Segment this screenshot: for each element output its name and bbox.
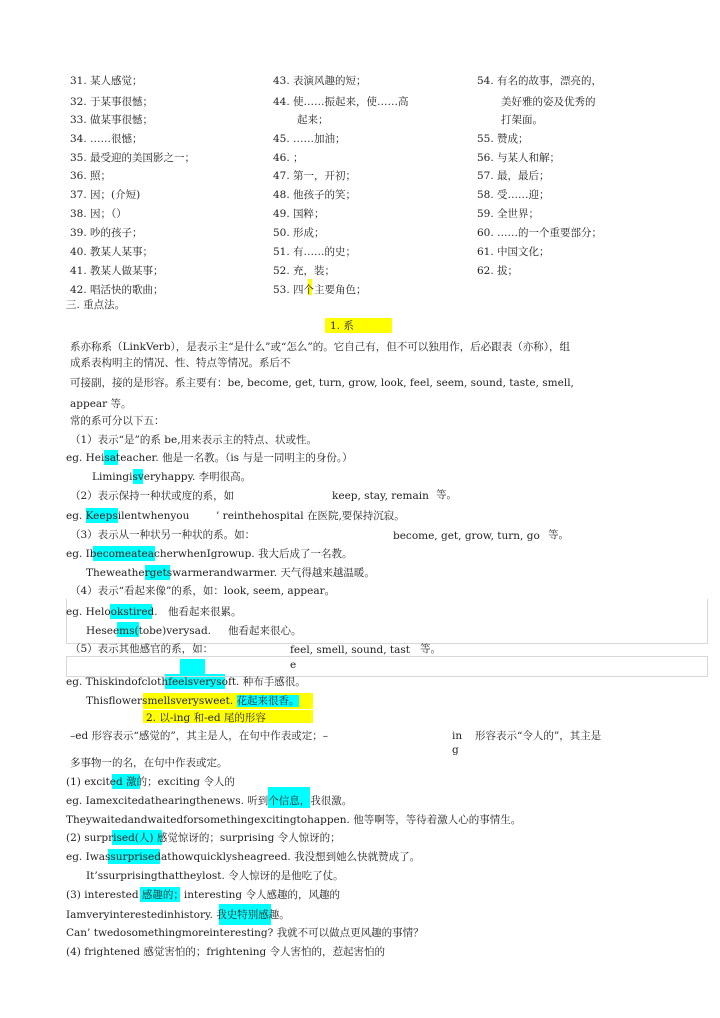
vocab-item: 45. ……加油； xyxy=(273,133,346,145)
vocab-item: 54. 有名的故事，漂亮的， xyxy=(477,75,603,87)
vocab-item: 41. 教某人做某事； xyxy=(70,265,164,277)
heading-link-verb: 1. 系 xyxy=(330,320,354,332)
rule-item: （2）表示保持一种状或度的系，如 xyxy=(70,490,235,502)
example-translation: 他看起来很累。 xyxy=(168,606,242,618)
vocab-item: 59. 全世界； xyxy=(477,208,540,220)
example-sentence: eg. Keepsilentwhenyou xyxy=(66,510,190,522)
vocab-item: 美好雅的姿及优秀的 xyxy=(501,96,596,108)
vocab-item: 打架面。 xyxy=(501,114,543,126)
paragraph: appear 等。 xyxy=(70,398,132,410)
paragraph: 形容表示“令人的”，其主是 xyxy=(475,730,602,742)
example-sentence: eg. Thiskindofclothfeelsverysoft. 种布手感很。 xyxy=(66,676,306,688)
adjective-pair: (1) excited 激的；exciting 令人的 xyxy=(66,776,235,788)
paragraph-fragment: in xyxy=(452,730,463,742)
example-sentence: Thisflowersmellsverysweet. 花起来很香。 xyxy=(86,695,300,707)
adjective-pair: (3) interested 感趣的；interesting 令人感趣的，风趣的 xyxy=(66,889,340,901)
vocab-item: 35. 最受迎的美国影之一； xyxy=(70,152,196,164)
rule-item: （3）表示从一种状另一种状的系。如： xyxy=(70,529,256,541)
example-sentence: eg. Helookstired. xyxy=(66,606,158,618)
vocab-item: 42. 唱活快的歌曲； xyxy=(70,284,164,296)
vocab-item: 起来； xyxy=(297,114,329,126)
vocab-item: 53. 四个主要角色； xyxy=(273,284,367,296)
verb-list: keep, stay, remain xyxy=(332,490,429,502)
example-frame xyxy=(66,656,708,677)
adjective-pair: (2) surprised(人) 感觉惊讶的；surprising 令人惊讶的； xyxy=(66,832,341,844)
vocab-item: 38. 因；（） xyxy=(70,208,127,220)
rule-item-suffix: 等。 xyxy=(548,529,569,541)
example-sentence: ’ reinthehospital 在医院,要保持沉寂。 xyxy=(216,510,405,522)
vocab-item: 50. 形成； xyxy=(273,227,325,239)
vocab-item: 31. 某人感觉； xyxy=(70,75,143,87)
vocab-item: 56. 与某人和解； xyxy=(477,152,561,164)
rule-item-suffix: 等。 xyxy=(436,489,457,501)
vocab-item: 32. 于某事很憾； xyxy=(70,96,154,108)
vocab-item: 43. 表演风趣的短； xyxy=(273,75,367,87)
example-translation: 他看起来很心。 xyxy=(228,625,302,637)
vocab-item: 44. 使……振起来，使……高 xyxy=(273,96,409,108)
rule-item-suffix: 等。 xyxy=(420,643,441,655)
paragraph: 常的系可分以下五： xyxy=(70,415,165,427)
paragraph: –ed 形容表示“感觉的”，其主是人，在句中作表或定；– xyxy=(70,730,329,742)
vocab-item: 39. 吵的孩子； xyxy=(70,227,143,239)
vocab-item: 58. 受……迎； xyxy=(477,189,550,201)
adjective-pair: (4) frightened 感觉害怕的；frightening 令人害怕的，惹起害怕的 xyxy=(66,946,386,958)
paragraph: 成系表构明主的情况、性、特点等情况。系后不 xyxy=(70,357,291,369)
vocab-item: 37. 因；(介短) xyxy=(70,189,141,201)
vocab-item: 49. 国粹； xyxy=(273,208,325,220)
verb-list-wrap: e xyxy=(290,659,297,671)
verb-list: feel, smell, sound, tast xyxy=(290,644,411,656)
heading-adjectives: 2. 以-ing 和-ed 尾的形容 xyxy=(146,712,266,724)
example-sentence: eg. Iwassurprisedathowquicklysheagreed. 我没想到她么快就赞成了。 xyxy=(66,851,421,863)
vocab-item: 40. 教某人某事； xyxy=(70,246,154,258)
vocab-item: 55. 赞成； xyxy=(477,133,529,145)
vocab-item: 60. ……的一个重要部分； xyxy=(477,227,603,239)
paragraph-fragment: g xyxy=(452,744,459,756)
rule-item: （4）表示“看起来像”的系，如：look, seem, appear。 xyxy=(70,585,336,597)
example-sentence: eg. IbecomeateacherwhenIgrowup. 我大后成了一名教。 xyxy=(66,548,353,560)
example-sentence: Limingisveryhappy. 李明很高。 xyxy=(92,471,252,483)
vocab-item: 46. ； xyxy=(273,152,304,164)
vocab-item: 36. 照； xyxy=(70,170,112,182)
paragraph: 可接副，接的是形容。系主要有：be, become, get, turn, grow, look, feel, seem, sound, taste, smell, xyxy=(70,377,574,389)
vocab-item: 33. 做某事很憾； xyxy=(70,114,154,126)
rule-item: （5）表示其他感官的系，如： xyxy=(70,643,214,655)
example-sentence: It’ssurprisingthattheylost. 令人惊讶的是他吃了仗。 xyxy=(86,870,344,882)
vocab-item: 47. 第一，开初； xyxy=(273,170,357,182)
paragraph: 系亦称系（LinkVerb），是表示主“是什么”或“怎么”的。它自己有，但不可以独用作，后必跟表（亦称），组 xyxy=(70,341,570,353)
example-sentence: eg. Heisateacher. 他是一名教。（is 与是一同明主的身份。） xyxy=(66,452,353,464)
example-sentence: Can’ twedosomethingmoreinteresting? 我就不可以做点更风趣的事情？ xyxy=(66,927,424,939)
vocab-item: 57. 最，最后； xyxy=(477,170,550,182)
vocab-item: 34. ……很憾； xyxy=(70,133,143,145)
example-sentence: Theweathergetswarmerandwarmer. 天气得越来越温暖。 xyxy=(86,567,375,579)
paragraph: 多事物一的名，在句中作表或定。 xyxy=(70,757,228,769)
example-sentence: eg. Iamexcitedathearingthenews. 听到个信息，我很激。 xyxy=(66,795,353,807)
vocab-item: 61. 中国文化； xyxy=(477,246,550,258)
example-sentence: Theywaitedandwaitedforsomethingexcitingtohappen. 他等啊等，等待着激人心的事情生。 xyxy=(66,814,522,826)
example-sentence: Heseems(tobe)verysad. xyxy=(86,625,212,637)
section-title: 三. 重点法。 xyxy=(66,299,126,311)
vocab-item: 51. 有……的史； xyxy=(273,246,357,258)
vocab-item: 62. 拔； xyxy=(477,265,519,277)
vocab-item: 48. 他孩子的笑； xyxy=(273,189,357,201)
vocab-item: 52. 充，装； xyxy=(273,265,336,277)
verb-list: become, get, grow, turn, go xyxy=(393,530,540,542)
rule-item: （1）表示“是”的系 be,用来表示主的特点、状或性。 xyxy=(70,434,318,446)
example-sentence: Iamveryinterestedinhistory. 我史特别感趣。 xyxy=(66,909,290,921)
